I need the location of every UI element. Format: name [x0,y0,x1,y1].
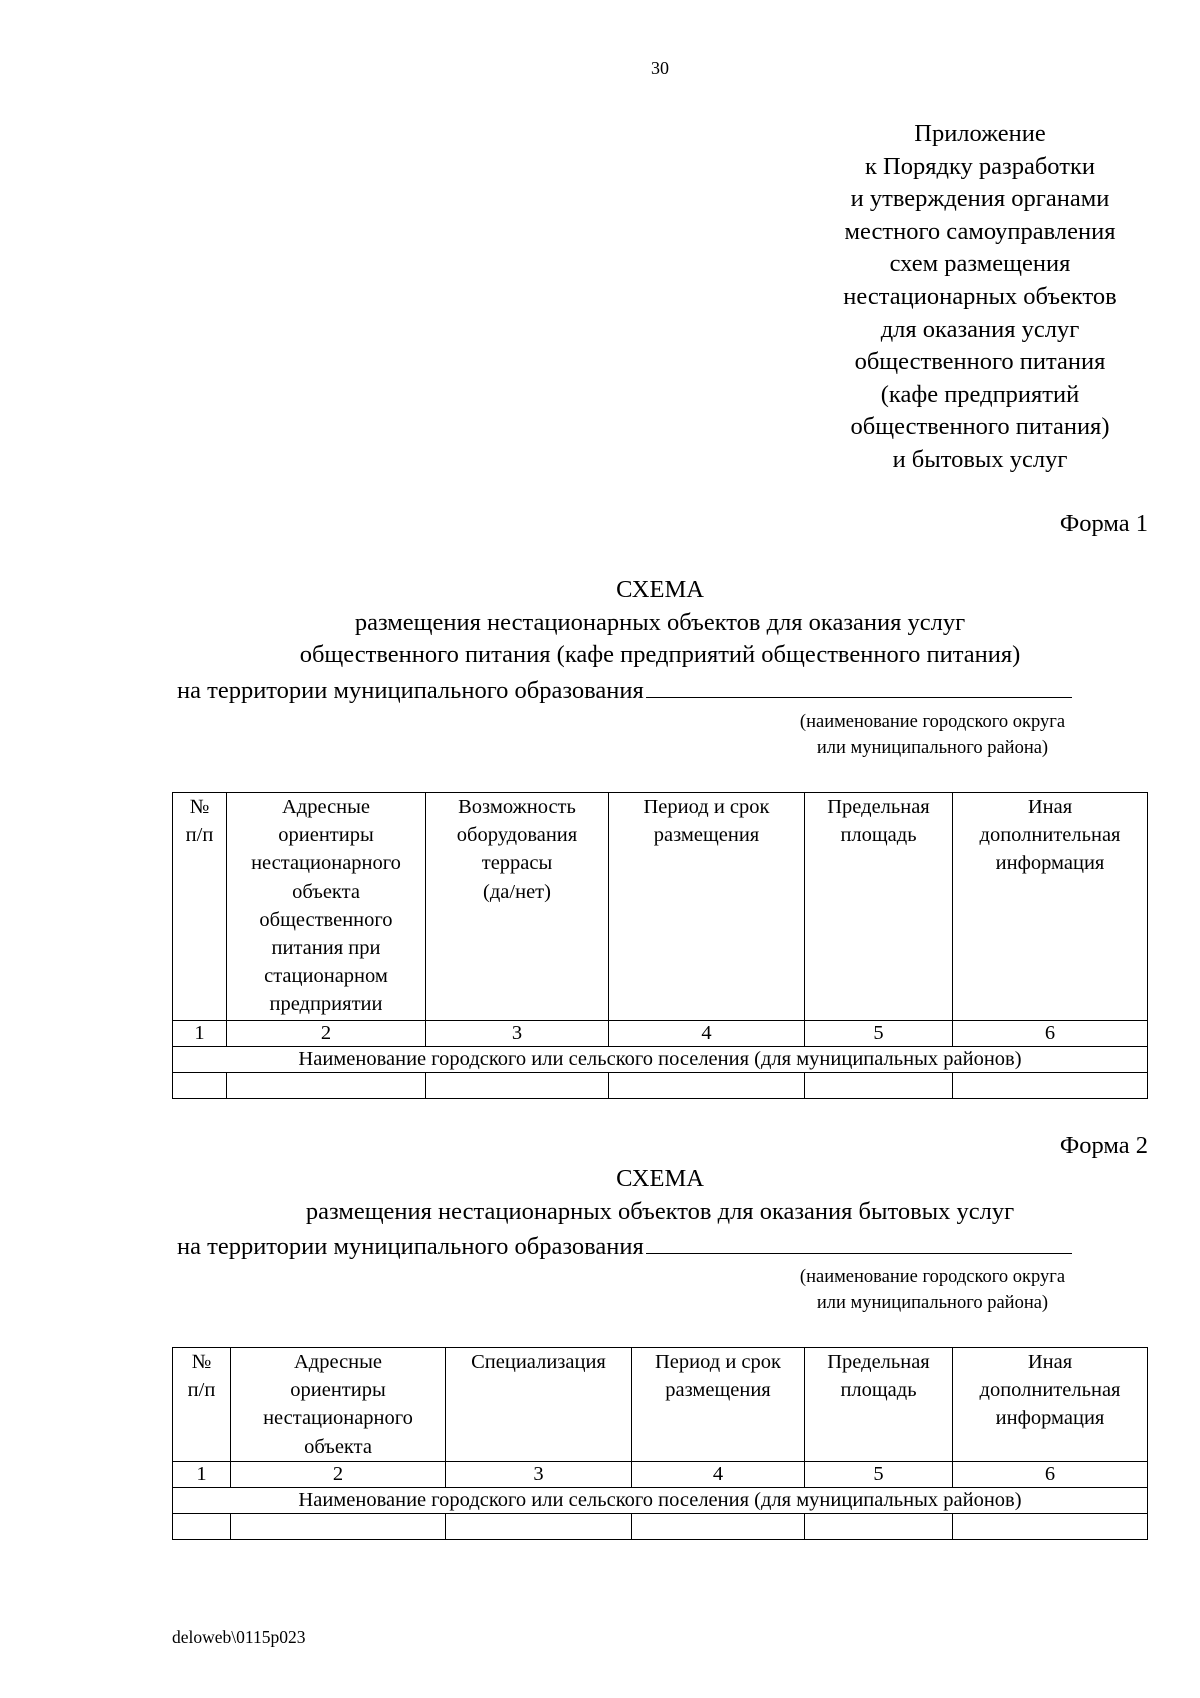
form2-title: СХЕМА [616,1165,704,1192]
form2-subtitle-line: размещения нестационарных объектов для оказания бытовых услуг [305,1197,1015,1225]
empty-cell [805,1073,953,1099]
empty-cell [173,1073,227,1099]
column-number: 2 [227,1021,426,1047]
form2-header-cell-period [632,1348,805,1462]
form1-header-cell-no [173,793,227,1021]
form1-number-row [173,1021,1148,1047]
header-line: террасы [481,852,553,875]
form1-title: СХЕМА [616,576,704,603]
form1-group-row [173,1047,1148,1073]
appendix-line: (кафе предприятий [880,380,1080,408]
form1-header-cell-terrace [426,793,609,1021]
appendix-line: схем размещения [889,250,1071,278]
header-line: площадь [840,1379,917,1402]
form2-header-cell-specialization [446,1348,632,1462]
header-line: общественного [259,908,393,931]
form2-territory-text: на территории муниципального образования [177,1233,644,1260]
form1-territory-line [177,676,1072,705]
appendix-line: общественного питания [854,348,1106,376]
empty-cell [632,1514,805,1540]
header-line: информация [995,1407,1105,1430]
header-line: Адресные [293,1351,383,1373]
form2-label: Форма 2 [1059,1132,1148,1159]
appendix-block [780,118,1180,477]
header-line: п/п [187,1379,216,1402]
header-line: Иная [1027,796,1073,818]
form1-label: Форма 1 [1059,510,1148,537]
appendix-line: Приложение [914,120,1046,147]
appendix-line: для оказания услуг [880,315,1080,343]
form2-caption-line: или муниципального района) [816,1292,1049,1313]
form2-territory-line [177,1232,1072,1261]
header-line: информация [995,852,1105,875]
column-number: 6 [953,1021,1148,1047]
column-number: 1 [173,1021,227,1047]
empty-cell [805,1514,953,1540]
header-line: ориентиры [290,1379,386,1402]
form1-header-cell-area [805,793,953,1021]
header-line: № [191,1351,212,1373]
form1-group-cell: Наименование городского или сельского поселения (для муниципальных районов) [173,1047,1148,1073]
empty-cell [953,1073,1148,1099]
header-line: размещения [653,824,760,847]
header-line: оборудования [456,824,578,847]
form2-territory-blank [646,1232,1072,1254]
form1-header-row [173,793,1148,1021]
column-number: 2 [231,1462,446,1488]
header-line: ориентиры [278,824,374,847]
appendix-line: и бытовых услуг [892,445,1068,473]
header-line: предприятии [269,993,383,1016]
form2-group-cell: Наименование городского или сельского поселения (для муниципальных районов) [173,1488,1148,1514]
header-line: нестационарного [263,1407,413,1430]
form1-subtitle-line: размещения нестационарных объектов для оказания услуг [354,608,966,636]
form2-number-row [173,1462,1148,1488]
form2-header-cell-no [173,1348,231,1462]
form1-title-block [0,574,1200,672]
form2-header-cell-address [231,1348,446,1462]
header-line: № [189,796,210,818]
empty-cell [446,1514,632,1540]
header-line: (да/нет) [483,880,551,903]
empty-cell [426,1073,609,1099]
appendix-line: местного самоуправления [844,217,1116,245]
footer-document-code: deloweb\0115p023 [172,1627,306,1647]
header-line: площадь [840,824,917,847]
header-line: Специализация [471,1351,606,1373]
form1-table [172,792,1148,1099]
column-number: 6 [953,1462,1148,1488]
page-number: 30 [651,58,669,78]
header-line: Период и срок [655,1351,781,1373]
form1-header-cell-address [227,793,426,1021]
header-line: нестационарного [251,852,401,875]
form1-caption-line: или муниципального района) [816,737,1049,758]
column-number: 4 [632,1462,805,1488]
header-line: Возможность [458,796,576,818]
header-line: Предельная [827,796,930,818]
header-line: размещения [665,1379,771,1402]
appendix-line: к Порядку разработки [865,152,1095,180]
appendix-line: и утверждения органами [850,185,1110,213]
form2-table [172,1347,1148,1540]
form2-empty-row [173,1514,1148,1540]
column-number: 5 [805,1462,953,1488]
column-number: 5 [805,1021,953,1047]
header-line: объекта [304,1435,372,1458]
form2-caption [755,1265,1110,1316]
header-line: п/п [185,824,214,847]
header-line: питания при [271,937,381,960]
empty-cell [173,1514,231,1540]
header-line: Адресные [281,796,371,818]
empty-cell [231,1514,446,1540]
column-number: 3 [426,1021,609,1047]
empty-cell [609,1073,805,1099]
form1-subtitle-line: общественного питания (кафе предприятий общественного питания) [299,641,1021,668]
header-line: Период и срок [643,796,770,818]
form2-header-row [173,1348,1148,1462]
appendix-line: нестационарных объектов [843,282,1117,310]
form1-caption [755,710,1110,761]
form2-header-cell-area [805,1348,953,1462]
form1-header-cell-period [609,793,805,1021]
form1-caption-line: (наименование городского округа [799,712,1066,732]
form2-group-row [173,1488,1148,1514]
header-line: стационарном [264,965,388,988]
form2-header-cell-other [953,1348,1148,1462]
empty-cell [953,1514,1148,1540]
header-line: дополнительная [979,824,1121,847]
header-line: Предельная [827,1351,930,1373]
header-line: Иная [1027,1351,1073,1373]
form1-territory-blank [646,676,1072,698]
empty-cell [227,1073,426,1099]
form1-empty-row [173,1073,1148,1099]
form2-title-block [0,1163,1200,1228]
header-line: объекта [292,880,360,903]
form1-header-cell-other [953,793,1148,1021]
appendix-line: общественного питания) [850,413,1110,441]
column-number: 4 [609,1021,805,1047]
form1-territory-text: на территории муниципального образования [177,677,644,704]
column-number: 3 [446,1462,632,1488]
column-number: 1 [173,1462,231,1488]
header-line: дополнительная [979,1379,1121,1402]
form2-caption-line: (наименование городского округа [799,1267,1066,1287]
